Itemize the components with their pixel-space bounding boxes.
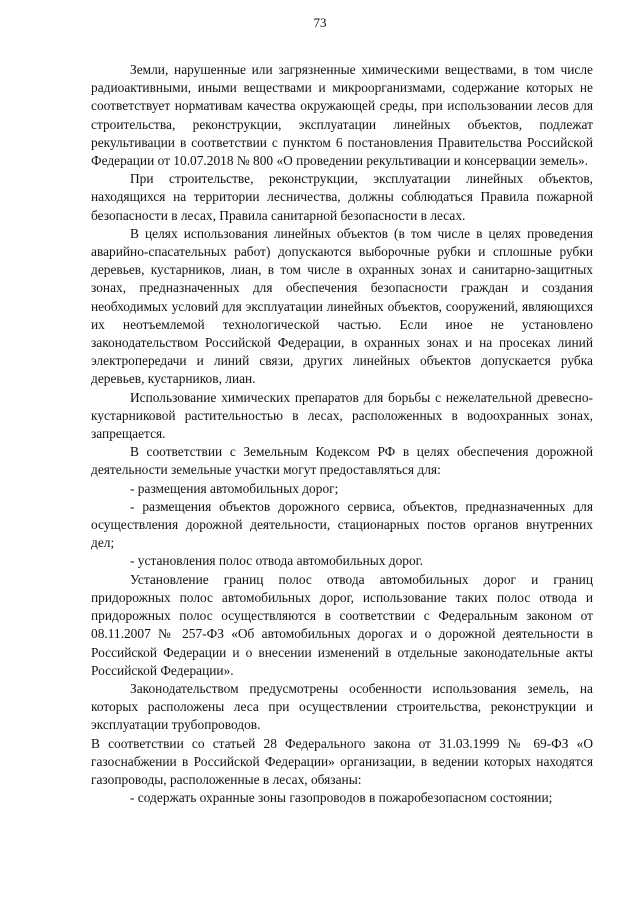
paragraph-chemicals-prohibited: Использование химических препаратов для борьбы с нежелательной древесно-кустарниковой растительностью в лесах, расположенных в водоохранных зонах, запрещается. (91, 389, 593, 442)
list-item-protection-zones: - содержать охранные зоны газопроводов в пожаробезопасном состоянии; (130, 790, 553, 806)
paragraph-pipelines: Законодательством предусмотрены особенности использования земель, на которых расположены леса при осуществлении строительства, реконструкции и эксплуатации трубопроводов. (91, 680, 593, 733)
paragraph-fire-safety-rules: При строительстве, реконструкции, эксплуатации линейных объектов, находящихся на территории лесничества, должны соблюдаться Правила пожарной безопасности в лесах, Правила санитарной безопасности в лесах. (91, 171, 593, 223)
paragraph-federal-law-69: В соответствии со статьей 28 Федерального закона от 31.03.1999 № 69-ФЗ «О газоснабжении в Российской Федерации» организации, в ведении которых находятся газопроводы, расположенные в лесах, обязаны: (91, 735, 593, 787)
paragraph-land-code: В соответствии с Земельным Кодексом РФ в целях обеспечения дорожной деятельности земельные участки могут предоставляться для: (91, 444, 593, 478)
paragraph-federal-law-257: Установление границ полос отвода автомобильных дорог и границ придорожных полос автомобильных дорог, использование таких полос отвода и придорожных полос осуществляются в соответствии с Федеральным законом от 08.11.2007 № 257-ФЗ «Об автомобильных дорогах и о дорожной деятельности в Российской Федерации и о внесении изменений в отдельные законодательные акты Российской Федерации». (91, 571, 593, 678)
list-item-right-of-way: - установления полос отвода автомобильных дорог. (130, 553, 423, 569)
document-body (91, 61, 593, 807)
paragraph-linear-objects-felling: В целях использования линейных объектов (в том числе в целях проведения аварийно-спасательных работ) допускаются выборочные рубки и сплошные рубки деревьев, кустарников, лиан, в том числе в охранных зонах и санитарно-защитных зонах, предназначенных для обеспечения безопасности граждан и создания необходимых условий для эксплуатации линейных объектов, сооружений, являющихся их неотъемлемой технологической частью. Если иное не установлено законодательством Российской Федерации, в охранных зонах и на просеках линий электропередачи и линий связи, других линейных объектов допускается рубка деревьев, кустарников, лиан. (91, 225, 593, 387)
page-number: 73 (313, 15, 327, 30)
list-item-road-service: - размещения объектов дорожного сервиса, объектов, предназначенных для осуществления дорожной деятельности, стационарных постов органов внутренних дел; (91, 498, 593, 551)
paragraph-land-reclamation: Земли, нарушенные или загрязненные химическими веществами, в том числе радиоактивными, иными веществами и микроорганизмами, содержание которых не соответствует нормативам качества окружающей среды, при использовании лесов для строительства, реконструкции, эксплуатации линейных объектов, подлежат рекультивации в соответствии с пунктом 6 постановления Правительства Российской Федерации от 10.07.2018 № 800 «О проведении рекультивации и консервации земель». (91, 62, 593, 169)
list-item-roads: - размещения автомобильных дорог; (130, 480, 339, 496)
